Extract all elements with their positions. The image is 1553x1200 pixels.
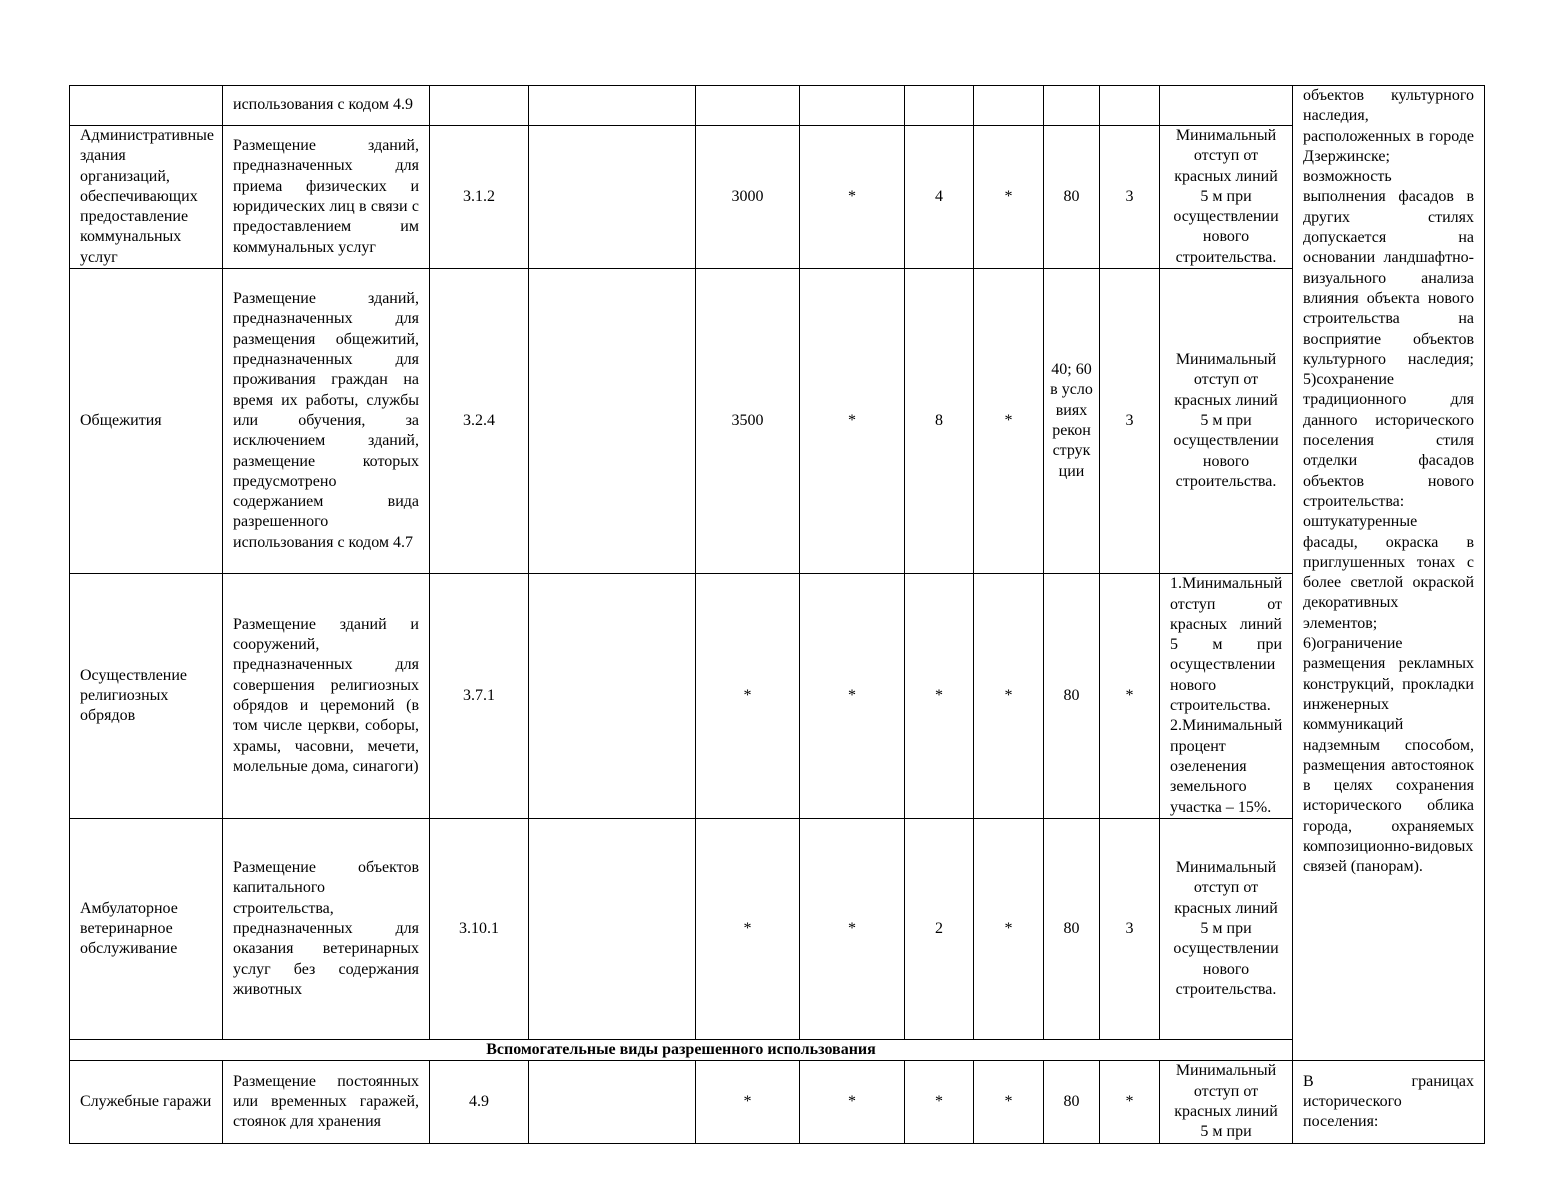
area-extra: * <box>800 819 905 1040</box>
table-row <box>70 86 1485 126</box>
coverage: 80 <box>1044 126 1100 269</box>
height <box>974 86 1044 126</box>
height: * <box>974 1061 1044 1143</box>
floors: * <box>905 1061 974 1143</box>
setback: 3 <box>1100 269 1160 574</box>
area-min <box>529 269 696 574</box>
floors <box>905 86 974 126</box>
area-max: 3000 <box>696 126 800 269</box>
coverage: 40; 60 в условиях реконструкции <box>1044 269 1100 574</box>
restrictions-text: В границах исторического поселения: <box>1293 1061 1485 1143</box>
use-name: Административные здания организаций, обеспечивающих предоставление коммунальных услуг <box>70 126 223 269</box>
restrictions-text: объектов культурного наследия, расположенных в городе Дзержинске; возможность выполнения фасадов в других стилях допускается на основании ландшафтно-визуального анализа влияния объекта нового строительства на восприятие объектов культурного наследия; 5)сохранение традиционного для данного исторического поселения стиля отделки фасадов объектов нового строительства: оштукатуренные фасады, окраска в приглушенных тонах с более светлой окраской декоративных элементов; 6)ограничение размещения рекламных конструкций, прокладки инженерных коммуникаций надземным способом, размещения автостоянок в целях сохранения исторического облика города, охраняемых композиционно-видовых связей (панорам). <box>1293 86 1485 1061</box>
use-description: Размещение объектов капитального строительства, предназначенных для оказания ветеринарных услуг без содержания животных <box>223 819 430 1040</box>
table-row <box>70 269 1485 574</box>
notes: Минимальный отступ от красных линий 5 м при осуществлении нового строительства. <box>1160 126 1293 269</box>
use-description: Размещение зданий и сооружений, предназначенных для совершения религиозных обрядов и церемоний (в том числе церкви, соборы, храмы, часовни, мечети, молельные дома, синагоги) <box>223 574 430 819</box>
floors: 8 <box>905 269 974 574</box>
notes: 1.Минимальный отступ от красных линий 5 м при осуществлении нового строительства. 2.Минимальный процент озеленения земельного участка – 15%. <box>1160 574 1293 819</box>
area-max <box>696 86 800 126</box>
use-description: использования с кодом 4.9 <box>223 86 430 126</box>
height: * <box>974 126 1044 269</box>
floors: * <box>905 574 974 819</box>
use-name: Осуществление религиозных обрядов <box>70 574 223 819</box>
use-description: Размещение зданий, предназначенных для размещения общежитий, предназначенных для проживания граждан на время их работы, службы или обучения, за исключением зданий, размещение которых предусмотрено содержанием вида разрешенного использования с кодом 4.7 <box>223 269 430 574</box>
area-extra <box>800 86 905 126</box>
table-row <box>70 126 1485 269</box>
notes: Минимальный отступ от красных линий 5 м при осуществлении нового строительства. <box>1160 269 1293 574</box>
table-row <box>70 819 1485 1040</box>
area-max: * <box>696 819 800 1040</box>
area-max: * <box>696 574 800 819</box>
notes: Минимальный отступ от красных линий 5 м при осуществлении нового строительства. <box>1160 819 1293 1040</box>
area-extra: * <box>800 1061 905 1143</box>
height: * <box>974 269 1044 574</box>
floors: 4 <box>905 126 974 269</box>
use-code: 3.1.2 <box>430 126 529 269</box>
coverage: 80 <box>1044 574 1100 819</box>
area-extra: * <box>800 269 905 574</box>
use-code <box>430 86 529 126</box>
coverage: 80 <box>1044 1061 1100 1143</box>
coverage: 80 <box>1044 819 1100 1040</box>
section-row <box>70 1040 1485 1061</box>
area-min <box>529 574 696 819</box>
use-name <box>70 86 223 126</box>
use-code: 4.9 <box>430 1061 529 1143</box>
use-description: Размещение зданий, предназначенных для приема физических и юридических лиц в связи с предоставлением им коммунальных услуг <box>223 126 430 269</box>
regulations-table <box>69 85 1485 1144</box>
use-name: Амбулаторное ветеринарное обслуживание <box>70 819 223 1040</box>
notes <box>1160 86 1293 126</box>
area-min <box>529 819 696 1040</box>
area-extra: * <box>800 574 905 819</box>
section-title: Вспомогательные виды разрешенного использования <box>70 1040 1293 1061</box>
table-row <box>70 1061 1485 1143</box>
area-min <box>529 86 696 126</box>
floors: 2 <box>905 819 974 1040</box>
table-row <box>70 574 1485 819</box>
area-min <box>529 126 696 269</box>
setback: * <box>1100 574 1160 819</box>
setback: * <box>1100 1061 1160 1143</box>
setback: 3 <box>1100 126 1160 269</box>
area-extra: * <box>800 126 905 269</box>
coverage <box>1044 86 1100 126</box>
area-max: 3500 <box>696 269 800 574</box>
height: * <box>974 819 1044 1040</box>
use-name: Служебные гаражи <box>70 1061 223 1143</box>
setback: 3 <box>1100 819 1160 1040</box>
use-description: Размещение постоянных или временных гаражей, стоянок для хранения <box>223 1061 430 1143</box>
notes: Минимальный отступ от красных линий 5 м при <box>1160 1061 1293 1143</box>
setback <box>1100 86 1160 126</box>
area-min <box>529 1061 696 1143</box>
use-code: 3.2.4 <box>430 269 529 574</box>
use-code: 3.7.1 <box>430 574 529 819</box>
use-code: 3.10.1 <box>430 819 529 1040</box>
use-name: Общежития <box>70 269 223 574</box>
area-max: * <box>696 1061 800 1143</box>
height: * <box>974 574 1044 819</box>
